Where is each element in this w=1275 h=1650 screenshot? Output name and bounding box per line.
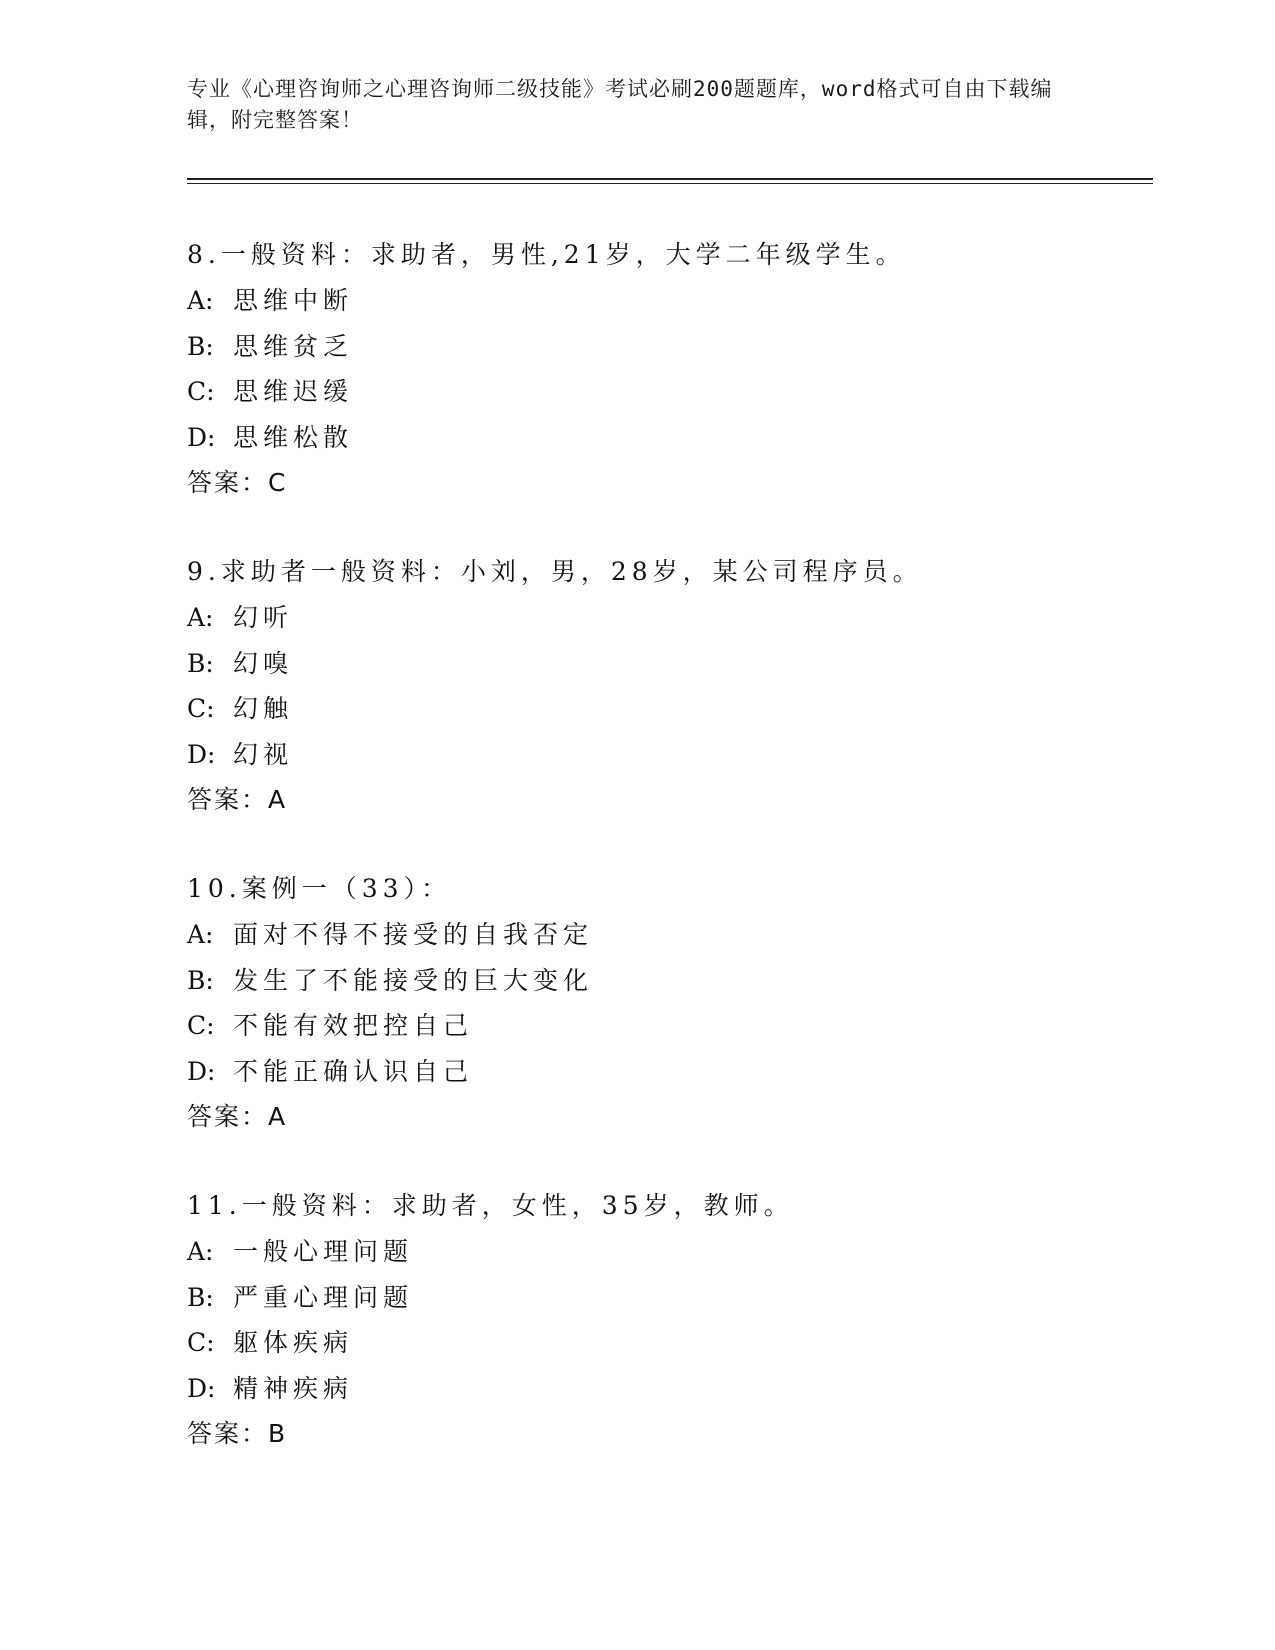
option-letter: C: [187,1011,215,1040]
question-title: 10.案例一（33）： [187,874,452,903]
question-title: 8.一般资料：求助者，男性,21岁，大学二年级学生。 [187,240,906,269]
option-d [187,1366,1137,1412]
question-item [187,549,1137,823]
question-item [187,866,1137,1140]
header-divider [187,178,1153,180]
option-text: 面对不得不接受的自我否定 [233,920,594,949]
answer-line: 答案：C [187,468,288,497]
option-text: 不能正确认识自己 [233,1056,474,1086]
option-d [187,415,1137,461]
option-letter: D: [187,422,216,452]
option-b [187,1275,1137,1321]
option-letter: D: [187,1056,216,1086]
option-text: 思维松散 [233,422,354,452]
question-list [187,232,1137,1500]
option-text: 不能有效把控自己 [233,1011,474,1040]
answer-line: 答案：A [187,1102,288,1131]
option-letter: A: [187,286,214,315]
option-d [187,1049,1137,1095]
question-title: 9.求助者一般资料：小刘，男，28岁，某公司程序员。 [187,557,923,586]
option-a [187,912,1137,958]
question-item [187,232,1137,506]
option-letter: B: [187,331,214,361]
option-text: 幻嗅 [233,648,294,678]
option-text: 严重心理问题 [233,1282,414,1312]
question-title: 11.一般资料：求助者，女性，35岁，教师。 [187,1191,794,1220]
option-b [187,958,1137,1004]
option-letter: A: [187,603,214,632]
document-header: 专业《心理咨询师之心理咨询师二级技能》考试必刷200题题库，word格式可自由下载编辑，附完整答案！ [187,77,1053,132]
option-text: 思维迟缓 [233,377,354,406]
option-letter: D: [187,739,216,769]
option-c [187,686,1137,732]
option-letter: C: [187,1328,215,1357]
option-letter: C: [187,377,215,406]
option-text: 幻视 [233,739,294,769]
option-letter: B: [187,648,214,678]
option-c [187,1320,1137,1366]
option-letter: B: [187,965,214,995]
option-text: 躯体疾病 [233,1328,354,1357]
option-text: 一般心理问题 [233,1237,414,1266]
option-c [187,1003,1137,1049]
option-text: 精神疾病 [233,1373,354,1403]
option-b [187,324,1137,370]
option-text: 思维贫乏 [233,331,354,361]
answer-line: 答案：A [187,785,288,814]
option-a [187,1229,1137,1275]
option-text: 幻听 [233,603,294,632]
option-letter: B: [187,1282,214,1312]
option-letter: A: [187,920,214,949]
option-b [187,641,1137,687]
option-text: 发生了不能接受的巨大变化 [233,965,594,995]
option-c [187,369,1137,415]
option-d [187,732,1137,778]
option-a [187,278,1137,324]
option-letter: A: [187,1237,214,1266]
option-a [187,595,1137,641]
question-item [187,1183,1137,1457]
option-text: 幻触 [233,694,294,723]
option-letter: C: [187,694,215,723]
answer-line: 答案：B [187,1419,288,1448]
option-letter: D: [187,1373,216,1403]
option-text: 思维中断 [233,286,354,315]
